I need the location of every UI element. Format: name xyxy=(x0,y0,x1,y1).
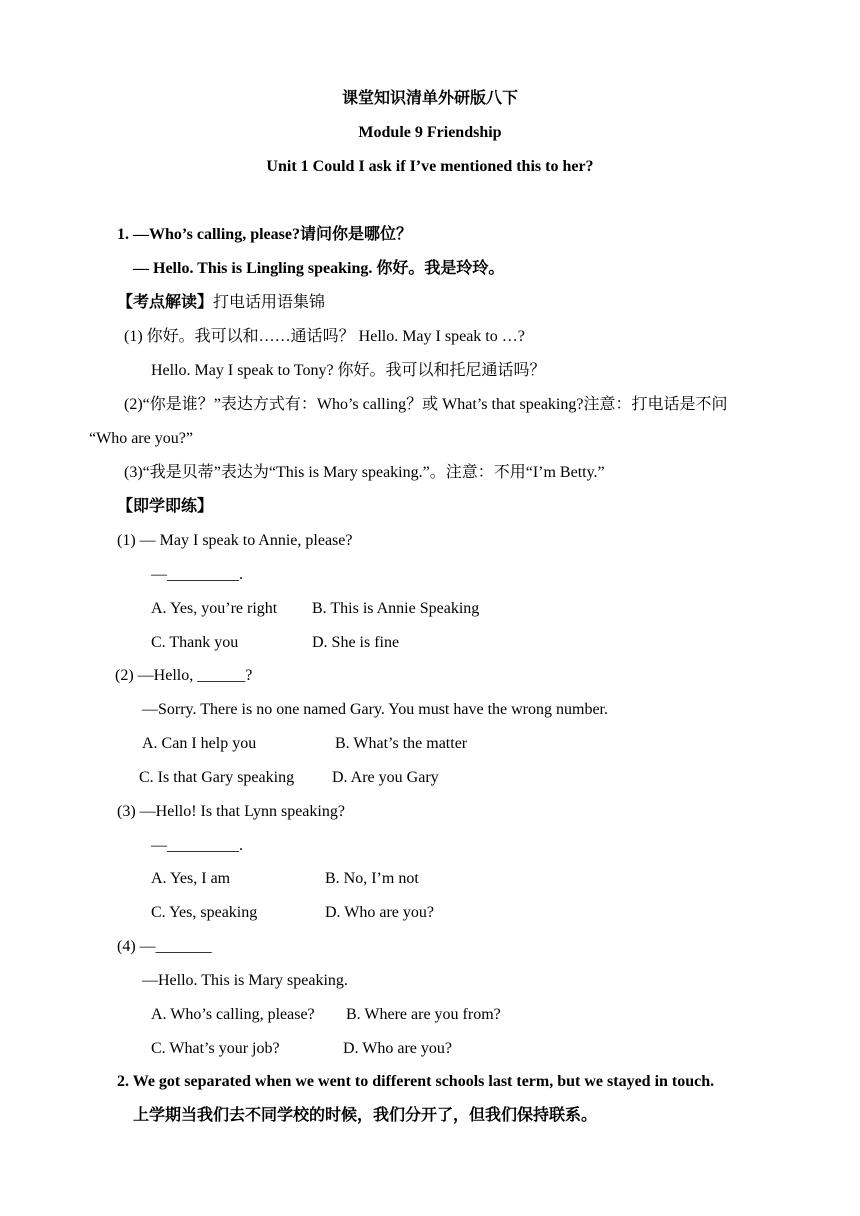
kaodian-line xyxy=(117,293,325,313)
point1-question: 1. —Who’s calling, please?请问你是哪位？ xyxy=(117,226,412,243)
exercise-3-question: (3) —Hello! Is that Lynn speaking? xyxy=(117,803,345,820)
exercise-3-option-c: C. Yes, speaking xyxy=(151,904,258,921)
exercise-3-option-a: A. Yes, I am xyxy=(151,870,231,887)
exercise-4-reply: —Hello. This is Mary speaking. xyxy=(142,972,348,989)
exercise-1-option-b: B. This is Annie Speaking xyxy=(312,600,480,617)
point2-sentence-en: 2. We got separated when we went to different schools last term, but we stayed in touch. xyxy=(117,1073,715,1090)
exercise-4-option-d: D. Who are you? xyxy=(343,1040,452,1057)
exercise-2-option-b: B. What’s the matter xyxy=(335,735,468,752)
exercise-3-blank: —_________. xyxy=(151,837,243,854)
exercise-1-option-d: D. She is fine xyxy=(312,634,400,651)
exercise-3-option-d: D. Who are you? xyxy=(325,904,434,921)
kaodian-tag: 【考点解读】 xyxy=(117,294,214,311)
exercise-1-option-a: A. Yes, you’re right xyxy=(151,600,278,617)
exercise-3-option-b: B. No, I’m not xyxy=(325,870,419,887)
exercise-1-option-c: C. Thank you xyxy=(151,634,239,651)
phrase-item-2-line1: (2)“你是谁？”表达方式有：Who’s calling？或 What’s that speaking?注意：打电话是不问 xyxy=(124,396,728,413)
exercise-2-option-a: A. Can I help you xyxy=(142,735,257,752)
phrase-item-1-example: Hello. May I speak to Tony? 你好。我可以和托尼通话吗？ xyxy=(151,362,546,379)
jixue-tag: 【即学即练】 xyxy=(117,498,214,515)
exercise-4-option-c: C. What’s your job? xyxy=(151,1040,280,1057)
point2-sentence-cn: 上学期当我们去不同学校的时候，我们分开了，但我们保持联系。 xyxy=(133,1107,598,1124)
phrase-item-2-line2: “Who are you?” xyxy=(89,430,193,447)
point1-answer: — Hello. This is Lingling speaking. 你好。我是玲玲。 xyxy=(133,260,505,277)
document-title: 课堂知识清单外研版八下 xyxy=(341,90,518,107)
module-heading: Module 9 Friendship xyxy=(358,124,502,141)
phrase-item-3: (3)“我是贝蒂”表达为“This is Mary speaking.”。注意：不用“I’m Betty.” xyxy=(124,464,605,481)
exercise-4-option-b: B. Where are you from? xyxy=(346,1006,501,1023)
unit-heading: Unit 1 Could I ask if I’ve mentioned this to her? xyxy=(266,158,594,175)
exercise-2-option-d: D. Are you Gary xyxy=(332,769,439,786)
exercise-2-option-c: C. Is that Gary speaking xyxy=(139,769,295,786)
exercise-1-question: (1) — May I speak to Annie, please? xyxy=(117,532,353,549)
phrase-item-1: (1) 你好。我可以和……通话吗？ Hello. May I speak to …? xyxy=(124,328,525,345)
kaodian-title: 打电话用语集锦 xyxy=(213,294,326,311)
exercise-1-blank: —_________. xyxy=(151,566,243,583)
exercise-2-question: (2) —Hello, ______? xyxy=(115,667,253,684)
exercise-2-reply: —Sorry. There is no one named Gary. You must have the wrong number. xyxy=(142,701,608,718)
exercise-4-option-a: A. Who’s calling, please? xyxy=(151,1006,315,1023)
exercise-4-question: (4) —_______ xyxy=(117,938,212,955)
